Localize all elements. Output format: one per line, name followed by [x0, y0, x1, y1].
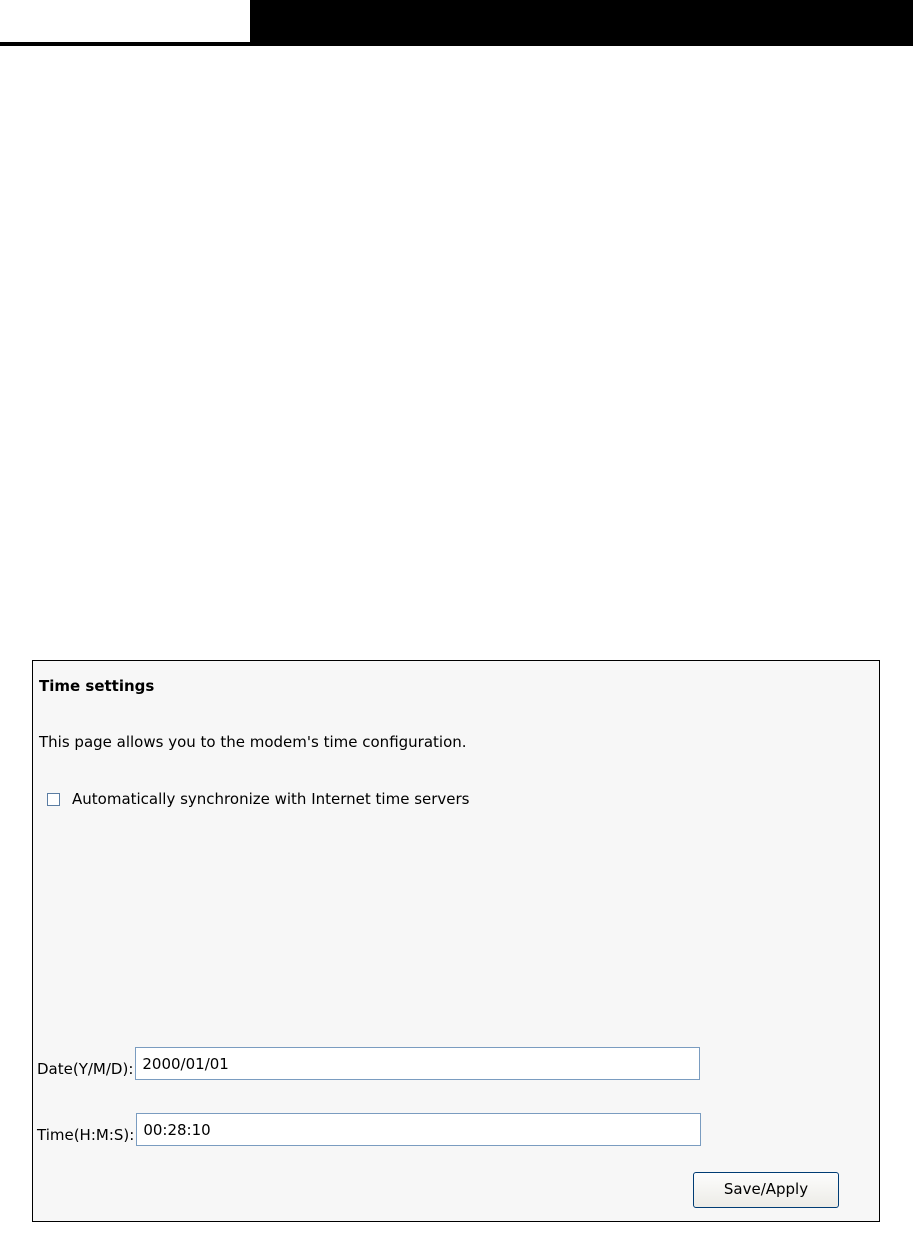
panel-title: Time settings — [39, 677, 155, 695]
save-apply-button[interactable]: Save/Apply — [693, 1172, 839, 1208]
date-label: Date(Y/M/D): — [37, 1060, 134, 1078]
date-input[interactable] — [135, 1047, 700, 1080]
time-input[interactable] — [136, 1113, 701, 1146]
panel-description: This page allows you to the modem's time configuration. — [39, 733, 467, 751]
date-row — [37, 1047, 700, 1080]
header-rule — [0, 42, 913, 46]
time-row — [37, 1113, 701, 1146]
auto-sync-row[interactable] — [47, 789, 470, 809]
auto-sync-label: Automatically synchronize with Internet time servers — [72, 790, 470, 808]
time-settings-panel — [32, 660, 880, 1222]
time-label: Time(H:M:S): — [37, 1126, 135, 1144]
auto-sync-checkbox[interactable] — [47, 793, 60, 806]
header-black-bar — [250, 0, 913, 42]
